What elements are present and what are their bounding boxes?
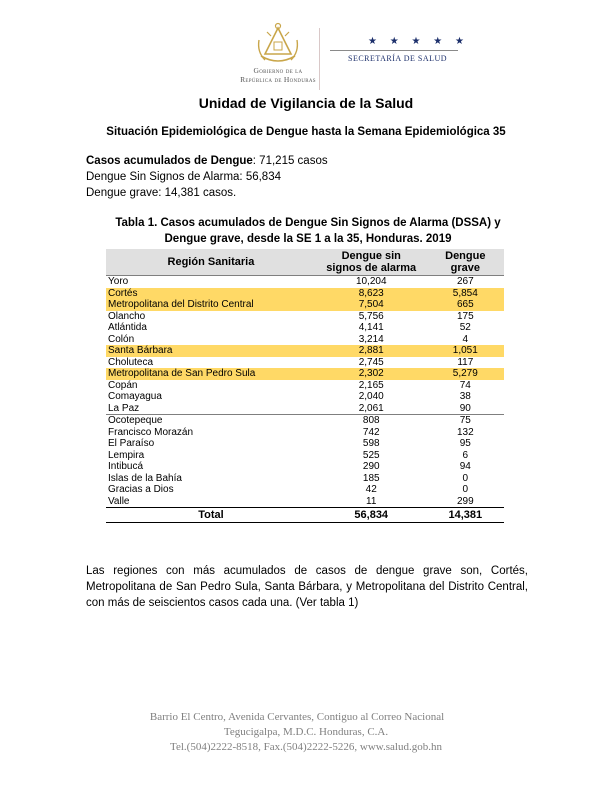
region-cell: Olancho: [108, 310, 146, 322]
table-header-row: [106, 249, 504, 276]
coat-of-arms-icon: [255, 22, 301, 66]
severe-cell: 5,279: [427, 368, 504, 380]
dssa-header-line2: signos de alarma: [326, 262, 417, 274]
severe-cell: 6: [462, 449, 469, 461]
dengue-cases-table: [106, 249, 504, 523]
table-row: [106, 311, 504, 323]
dssa-cell: 42: [365, 484, 377, 495]
table-row: [106, 450, 504, 462]
table-caption: [96, 215, 520, 247]
region-cell: Metropolitana de San Pedro Sula: [106, 368, 316, 380]
severe-cell: 90: [427, 403, 504, 415]
footer-address: [0, 710, 612, 755]
region-cell: Copán: [108, 379, 138, 391]
table-row: [106, 322, 504, 334]
footer-line2: Tegucigalpa, M.D.C. Honduras, C.A.: [223, 726, 389, 738]
severe-cell: 1,051: [427, 345, 504, 357]
case-summary: [86, 153, 328, 201]
table-caption-line2: Dengue grave, desde la SE 1 a la 35, Honduras. 2019: [164, 233, 452, 245]
severe-cell: 38: [459, 391, 471, 402]
region-cell: Ocotepeque: [108, 415, 163, 426]
dssa-cell: 10,204: [355, 276, 387, 287]
table-row: [106, 403, 504, 415]
region-cell: Comayagua: [108, 391, 162, 402]
severe-header-line1: Dengue: [445, 250, 486, 262]
region-cell: La Paz: [106, 403, 316, 415]
table-row: [106, 380, 504, 392]
region-cell: Francisco Morazán: [108, 426, 194, 438]
dssa-cell: 598: [362, 438, 380, 449]
severe-cell: 4: [462, 333, 469, 345]
severe-cell: 0: [462, 484, 469, 495]
cumulative-cases-line: [86, 153, 328, 169]
dssa-column-header: [316, 249, 427, 276]
table-row: [106, 496, 504, 508]
dssa-cell: 3,214: [358, 333, 384, 345]
severe-cell: 52: [459, 322, 471, 333]
table-row: [106, 299, 504, 311]
table-row: [106, 391, 504, 403]
dssa-cell: 808: [362, 415, 380, 426]
severe-column-header: [427, 249, 504, 276]
severe-cell: 75: [459, 415, 471, 426]
table-row: [106, 345, 504, 357]
severe-cell: 299: [456, 495, 474, 507]
government-name-line1: Gobierno de la: [253, 66, 303, 75]
table-row: [106, 368, 504, 380]
region-cell: Yoro: [108, 276, 129, 287]
region-cell: Atlántida: [108, 322, 147, 333]
region-cell: Islas de la Bahía: [108, 472, 182, 484]
region-cell: Gracias a Dios: [108, 484, 174, 495]
region-cell: Cortés: [106, 288, 316, 300]
severe-cell: 94: [459, 461, 471, 472]
total-label: Total: [106, 508, 316, 523]
severe-cell: 5,854: [427, 288, 504, 300]
secretariat-name: SECRETARÍA DE SALUD: [348, 54, 448, 63]
severe-cell: 95: [459, 438, 471, 449]
table-row: [106, 415, 504, 427]
region-cell: Lempira: [108, 449, 145, 461]
dssa-cell: 11: [366, 495, 377, 507]
total-row: [106, 508, 504, 523]
dssa-cell: 742: [362, 426, 380, 438]
dssa-header-line1: Dengue sin: [341, 250, 401, 262]
dssa-cell: 2,061: [316, 403, 427, 415]
document-title: Unidad de Vigilancia de la Salud: [198, 95, 414, 111]
region-cell: El Paraíso: [108, 438, 155, 449]
severe-cell: 0: [462, 472, 469, 484]
dssa-cell: 525: [362, 449, 380, 461]
severe-cell: 74: [459, 379, 471, 391]
dssa-cell: 185: [362, 472, 380, 484]
total-severe: 14,381: [427, 508, 504, 523]
region-cell: Valle: [108, 495, 130, 507]
severe-cell: 665: [427, 299, 504, 311]
region-cell: Colón: [108, 333, 135, 345]
secretariat-rule: [330, 50, 458, 51]
dssa-cell: 2,745: [358, 356, 384, 368]
severe-cell: 117: [457, 356, 474, 368]
region-column-header: Región Sanitaria: [106, 249, 316, 276]
government-name-line2: República de Honduras: [240, 75, 316, 84]
total-dssa: 56,834: [316, 508, 427, 523]
dssa-cell: 290: [362, 461, 380, 472]
secretariat-logo: [330, 36, 480, 63]
dssa-cases-line: Dengue Sin Signos de Alarma: 56,834: [86, 171, 281, 183]
table-caption-line1: Tabla 1. Casos acumulados de Dengue Sin Signos de Alarma (DSSA) y: [115, 217, 501, 229]
dssa-cell: 2,165: [358, 379, 384, 391]
table-row: [106, 484, 504, 496]
table-row: [106, 288, 504, 300]
document-subtitle: Situación Epidemiológica de Dengue hasta la Semana Epidemiológica 35: [106, 126, 506, 138]
dssa-cell: 7,504: [316, 299, 427, 311]
cumulative-label: Casos acumulados de Dengue: [86, 155, 253, 167]
table-row: [106, 427, 504, 439]
region-cell: Santa Bárbara: [106, 345, 316, 357]
footer-line1: Barrio El Centro, Avenida Cervantes, Contiguo al Correo Nacional: [149, 711, 445, 723]
dssa-cell: 5,756: [358, 310, 384, 322]
region-cell: Metropolitana del Distrito Central: [106, 299, 316, 311]
cumulative-value: : 71,215 casos: [252, 155, 328, 167]
footer-line3: Tel.(504)2222-8518, Fax.(504)2222-5226, www.salud.gob.hn: [170, 741, 442, 753]
table-row: [106, 276, 504, 288]
severe-cell: 267: [456, 276, 474, 287]
severe-cases-line: Dengue grave: 14,381 casos.: [86, 187, 237, 199]
region-cell: Intibucá: [108, 461, 144, 472]
table-row: [106, 357, 504, 369]
dssa-cell: 2,302: [316, 368, 427, 380]
dssa-cell: 8,623: [316, 288, 427, 300]
table-body: [106, 276, 504, 508]
table-row: [106, 438, 504, 450]
severe-cell: 175: [456, 310, 474, 322]
conclusion-paragraph: Las regiones con más acumulados de casos de dengue grave son, Cortés, Metropolitana de San Pedro Sula, Santa Bárbara, y Metropolitana del Distrito Central, con más de seiscientos casos cada una. (Ver tabla 1): [86, 565, 528, 609]
table-row: [106, 473, 504, 485]
dssa-cell: 2,040: [358, 391, 384, 402]
dssa-cell: 2,881: [316, 345, 427, 357]
dssa-cell: 4,141: [358, 322, 384, 333]
table-row: [106, 461, 504, 473]
header-divider: [319, 28, 320, 90]
government-seal: [228, 22, 328, 92]
region-cell: Choluteca: [108, 356, 154, 368]
five-stars-icon: ★ ★ ★ ★ ★: [368, 36, 469, 47]
table-row: [106, 334, 504, 346]
severe-cell: 132: [456, 426, 474, 438]
severe-header-line2: grave: [450, 262, 480, 274]
